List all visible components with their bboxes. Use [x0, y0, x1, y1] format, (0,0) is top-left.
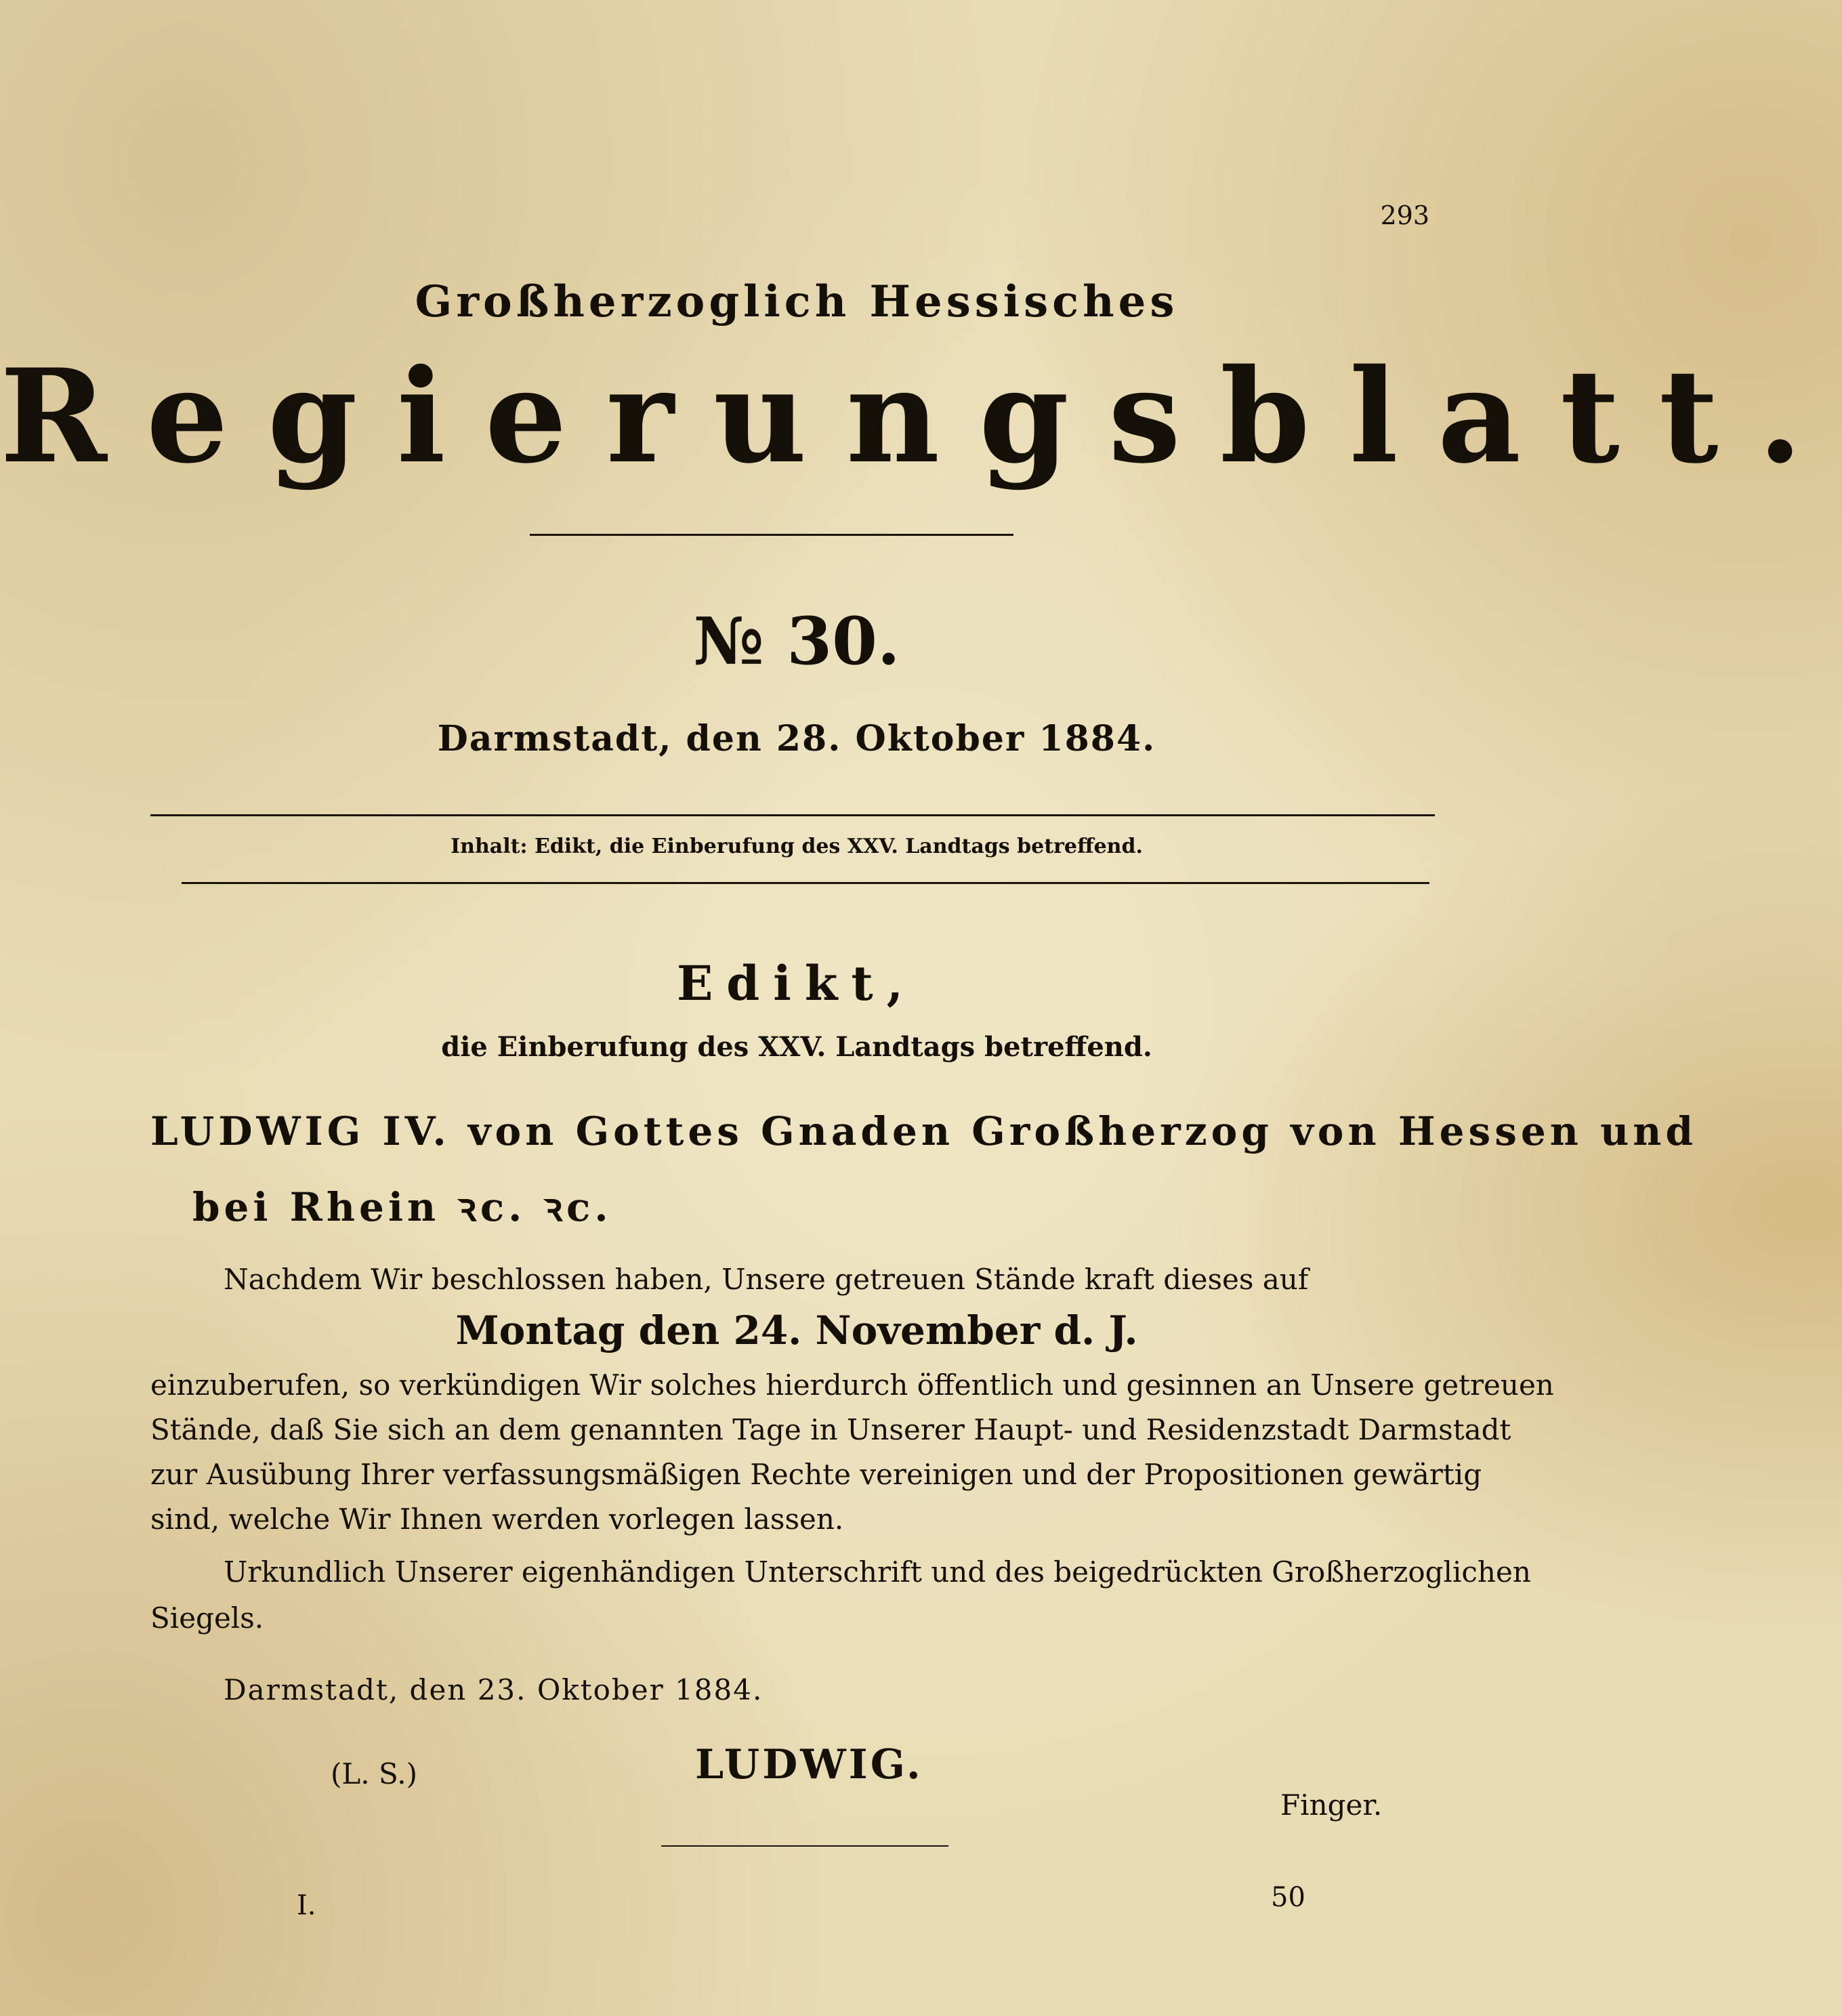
- session-date: Montag den 24. November d. J.: [455, 1307, 1138, 1353]
- seal-mark: (L. S.): [331, 1757, 417, 1790]
- countersignature: Finger.: [1280, 1788, 1383, 1822]
- contents-line: Inhalt: Edikt, die Einberufung des XXV. Landtags betreffend.: [451, 835, 1143, 858]
- paragraph1-line: einzuberufen, so verkündigen Wir solches hierdurch öffentlich und gesinnen an Unsere getreuen: [150, 1368, 1554, 1402]
- signature-divider: [661, 1845, 948, 1847]
- paragraph2-line: Siegels.: [150, 1601, 264, 1635]
- paragraph1-intro: Nachdem Wir beschlossen haben, Unsere getreuen Stände kraft dieses auf: [224, 1263, 1309, 1296]
- paragraph2-line: Urkundlich Unserer eigenhändigen Unterschrift und des beigedrückten Großherzoglichen: [224, 1555, 1531, 1589]
- place-date: Darmstadt, den 23. Oktober 1884.: [224, 1673, 763, 1706]
- page-number: 293: [1380, 201, 1429, 230]
- edict-title: Edikt,: [676, 955, 917, 1011]
- contents-top-rule: [150, 814, 1435, 816]
- paragraph1-line: Stände, daß Sie sich an dem genannten Tage in Unserer Haupt- und Residenzstadt Darmstadt: [150, 1413, 1511, 1446]
- masthead-title: Regierungsblatt.: [0, 341, 1842, 492]
- issue-number: № 30.: [693, 603, 900, 679]
- paragraph1-line: sind, welche Wir Ihnen werden vorlegen lassen.: [150, 1503, 844, 1536]
- publisher-heading: Großherzoglich Hessisches: [415, 276, 1179, 327]
- contents-bottom-rule: [182, 882, 1429, 884]
- footer-signature-mark: I.: [297, 1890, 316, 1921]
- edict-subtitle: die Einberufung des XXV. Landtags betreffend.: [441, 1031, 1152, 1063]
- footer-sheet-number: 50: [1271, 1882, 1305, 1913]
- sovereign-title-line1: LUDWIG IV. von Gottes Gnaden Großherzog von Hessen und: [150, 1108, 1698, 1154]
- issue-date: Darmstadt, den 28. Oktober 1884.: [437, 718, 1156, 759]
- masthead-divider: [530, 534, 1013, 536]
- sovereign-title-line2: bei Rhein ꝛc. ꝛc.: [192, 1184, 612, 1230]
- signature: LUDWIG.: [695, 1741, 923, 1788]
- paragraph1-line: zur Ausübung Ihrer verfassungsmäßigen Rechte vereinigen und der Propositionen gewärtig: [150, 1458, 1482, 1491]
